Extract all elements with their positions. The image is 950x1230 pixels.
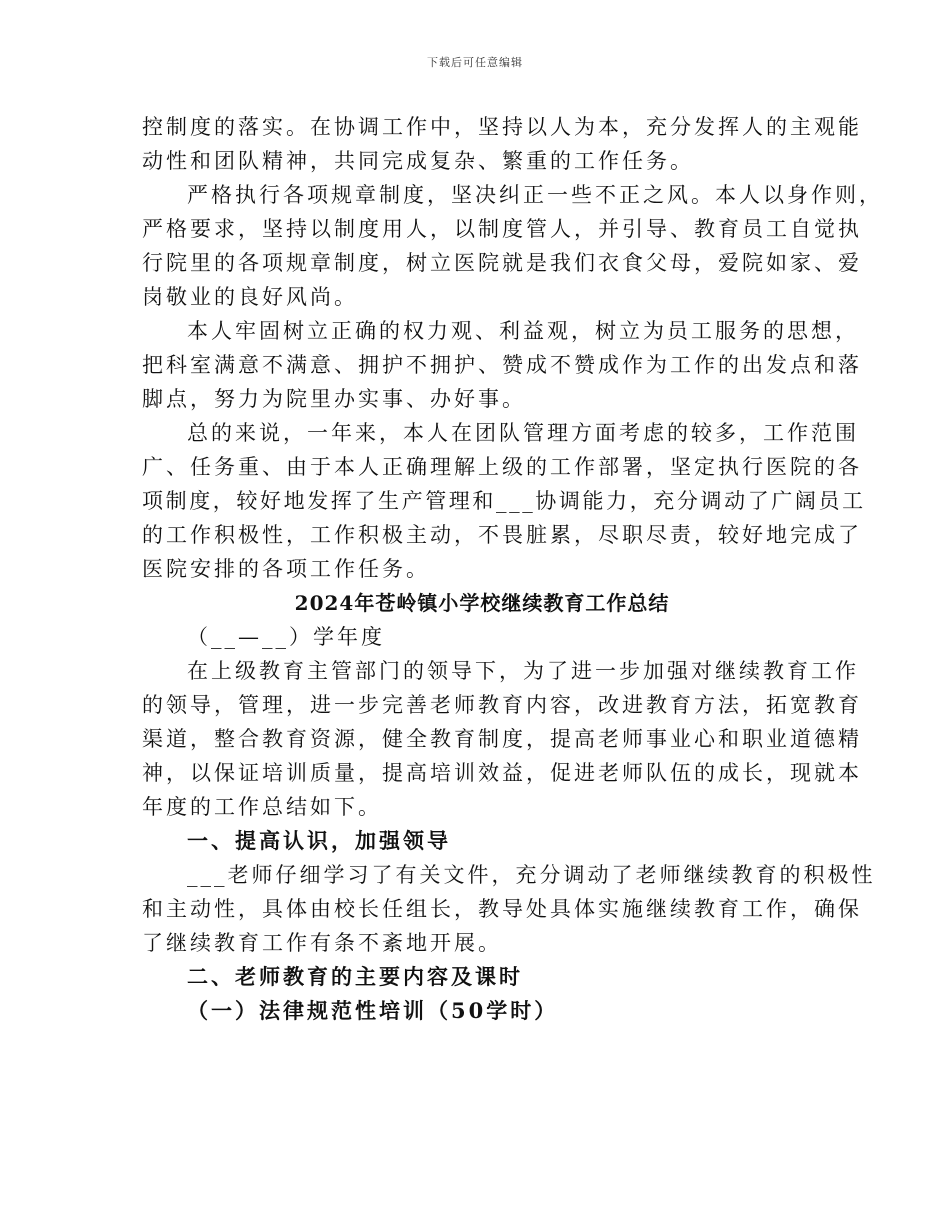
paragraph-line: 渠道，整合教育资源，健全教育制度，提高老师事业心和职业道德精 bbox=[142, 727, 862, 751]
heading-two: 二、老师教育的主要内容及课时 bbox=[187, 964, 523, 989]
paragraph-line: 控制度的落实。在协调工作中，坚持以人为本，充分发挥人的主观能 bbox=[142, 115, 862, 139]
page-header: 下载后可任意编辑 bbox=[427, 56, 523, 69]
document-body bbox=[142, 110, 883, 1028]
section-title: 2024年苍岭镇小学校继续教育工作总结 bbox=[294, 591, 670, 615]
paragraph-line: 神，以保证培训质量，提高培训效益，促进老师队伍的成长，现就本 bbox=[142, 761, 862, 785]
paragraph-line: 和主动性，具体由校长任组长，教导处具体实施继续教育工作，确保 bbox=[142, 897, 862, 921]
paragraph-line: 总的来说，一年来，本人在团队管理方面考虑的较多，工作范围 bbox=[187, 421, 859, 445]
paragraph-line: 动性和团队精神，共同完成复杂、繁重的工作任务。 bbox=[142, 149, 694, 173]
paragraph-line: 医院安排的各项工作任务。 bbox=[142, 557, 430, 581]
paragraph-line: 本人牢固树立正确的权力观、利益观，树立为员工服务的思想， bbox=[187, 319, 859, 343]
paragraph-line: 行院里的各项规章制度，树立医院就是我们衣食父母，爱院如家、爱 bbox=[142, 251, 862, 275]
paragraph-line: 脚点，努力为院里办实事、办好事。 bbox=[142, 387, 526, 411]
paragraph-line: 广、任务重、由于本人正确理解上级的工作部署，坚定执行医院的各 bbox=[142, 455, 862, 479]
academic-year-line: （__—__）学年度 bbox=[187, 625, 385, 649]
paragraph-line: 严格执行各项规章制度，坚决纠正一些不正之风。本人以身作则， bbox=[187, 183, 883, 207]
paragraph-line: ___老师仔细学习了有关文件，充分调动了老师继续教育的积极性 bbox=[187, 863, 876, 887]
subheading-one: （一）法律规范性培训（50学时） bbox=[187, 998, 559, 1023]
paragraph-line: 的领导，管理，进一步完善老师教育内容，改进教育方法，拓宽教育 bbox=[142, 693, 862, 717]
paragraph-line: 项制度，较好地发挥了生产管理和___协调能力，充分调动了广阔员工 bbox=[142, 489, 866, 513]
paragraph-line: 的工作积极性，工作积极主动，不畏脏累，尽职尽责，较好地完成了 bbox=[142, 523, 862, 547]
paragraph-line: 岗敬业的良好风尚。 bbox=[142, 285, 358, 309]
paragraph-line: 了继续教育工作有条不紊地开展。 bbox=[142, 931, 502, 955]
paragraph-line: 年度的工作总结如下。 bbox=[142, 795, 382, 819]
paragraph-line: 在上级教育主管部门的领导下，为了进一步加强对继续教育工作 bbox=[187, 659, 859, 683]
paragraph-line: 把科室满意不满意、拥护不拥护、赞成不赞成作为工作的出发点和落 bbox=[142, 353, 862, 377]
heading-one: 一、提高认识，加强领导 bbox=[187, 828, 451, 853]
paragraph-line: 严格要求，坚持以制度用人，以制度管人，并引导、教育员工自觉执 bbox=[142, 217, 862, 241]
